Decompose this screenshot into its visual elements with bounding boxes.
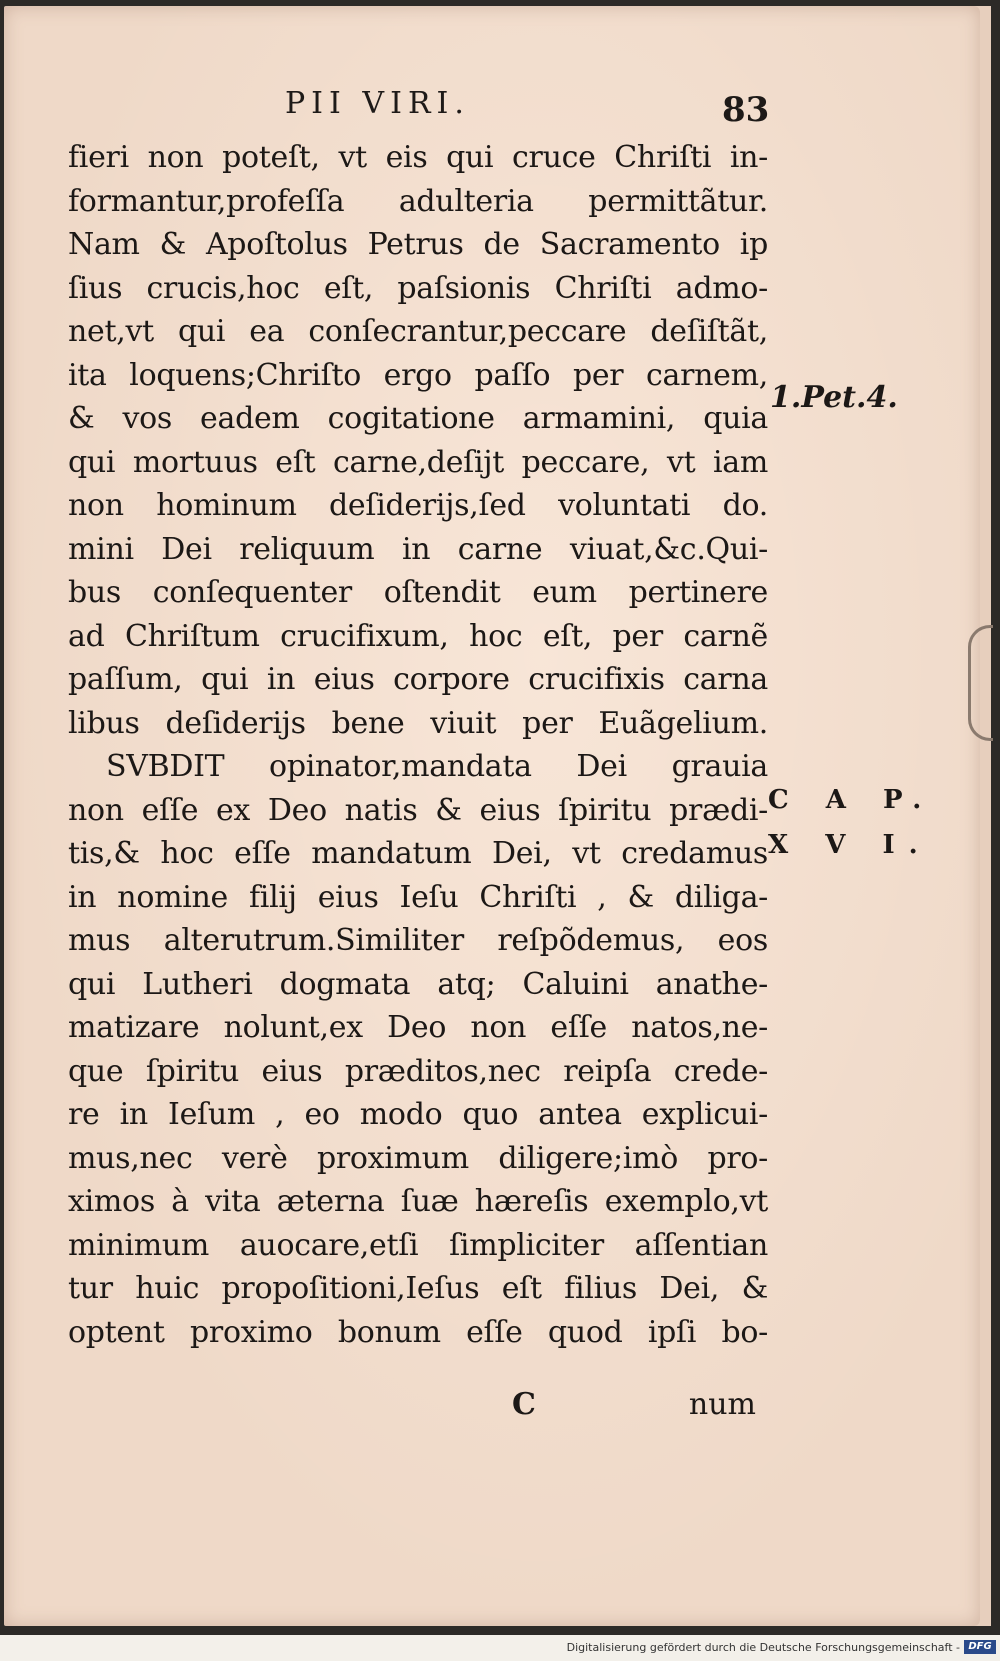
text-line: optent proximo bonum eſſe quod ipſi bo- (68, 1314, 768, 1350)
text-line: mini Dei reliquum in carne viuat,&c.Qui- (68, 531, 768, 567)
text-line: formantur,profeſſa adulteria permittãtur. (68, 183, 768, 219)
text-line: re in Ieſum , eo modo quo antea explicui- (68, 1097, 768, 1132)
margin-note-chapter-label: C A P. (768, 785, 936, 815)
signature-mark: C (512, 1387, 536, 1422)
text-line: Nam & Apoſtolus Petrus de Sacramento ip (68, 227, 768, 262)
text-line: tur huic propoſitioni,Ieſus eſt filius Dei, & (68, 1271, 768, 1306)
text-line: non hominum deſiderijs,ſed voluntati do. (68, 488, 768, 523)
running-head: PII VIRI. (285, 86, 470, 121)
text-line: matizare nolunt,ex Deo non eſſe natos,ne- (68, 1010, 768, 1045)
text-line: in nomine filij eius Ieſu Chriſti , & diliga- (68, 879, 768, 915)
text-line: ita loquens;Chriſto ergo paſſo per carnem, (68, 357, 768, 393)
text-line: non eſſe ex Deo natis & eius ſpiritu prædi- (68, 792, 768, 828)
text-line: bus conſequenter oſtendit eum pertinere (68, 575, 768, 610)
catchword-row (512, 1387, 756, 1427)
text-line: mus,nec verè proximum diligere;imò pro- (68, 1140, 768, 1176)
text-line: libus deſiderijs bene viuit per Euãgelium. (68, 705, 768, 741)
text-line: mus alterutrum.Similiter reſpõdemus, eos (68, 923, 768, 958)
page-clip (968, 625, 993, 741)
text-line: qui Lutheri dogmata atq; Caluini anathe- (68, 966, 768, 1002)
text-line: ſius crucis,hoc eſt, paſsionis Chriſti admo- (68, 270, 768, 306)
text-line: paſſum, qui in eius corpore crucifixis carna (68, 662, 768, 697)
footer-credit: Digitalisierung gefördert durch die Deutsche Forschungsgemeinschaft - (566, 1641, 960, 1654)
text-line: ximos à vita æterna ſuæ hæreſis exemplo,vt (68, 1184, 768, 1219)
text-line: & vos eadem cogitatione armamini, quia (68, 401, 768, 436)
text-line: net,vt qui ea conſecrantur,peccare deſiſtãt, (68, 314, 768, 349)
margin-note-reference: 1.Pet.4. (770, 380, 898, 415)
text-line: fieri non poteſt, vt eis qui cruce Chriſti in- (68, 140, 768, 175)
margin-note-chapter-number: X V I. (768, 830, 932, 860)
text-line: minimum auocare,etſi ſimpliciter aſſentian (68, 1227, 768, 1263)
text-line: tis,& hoc eſſe mandatum Dei, vt credamus (68, 836, 768, 871)
page-number: 83 (722, 90, 770, 130)
text-line-paragraph-start: SVBDIT opinator,mandata Dei grauia (106, 749, 768, 784)
catchword: num (688, 1387, 756, 1422)
text-line: que ſpiritu eius præditos,nec reipſa crede- (68, 1053, 768, 1089)
main-text-block (68, 136, 768, 1354)
text-line: ad Chriſtum crucifixum, hoc eſt, per carnẽ (68, 618, 768, 654)
text-line: qui mortuus eſt carne,deſijt peccare, vt iam (68, 444, 768, 480)
dfg-logo: DFG (964, 1640, 996, 1654)
